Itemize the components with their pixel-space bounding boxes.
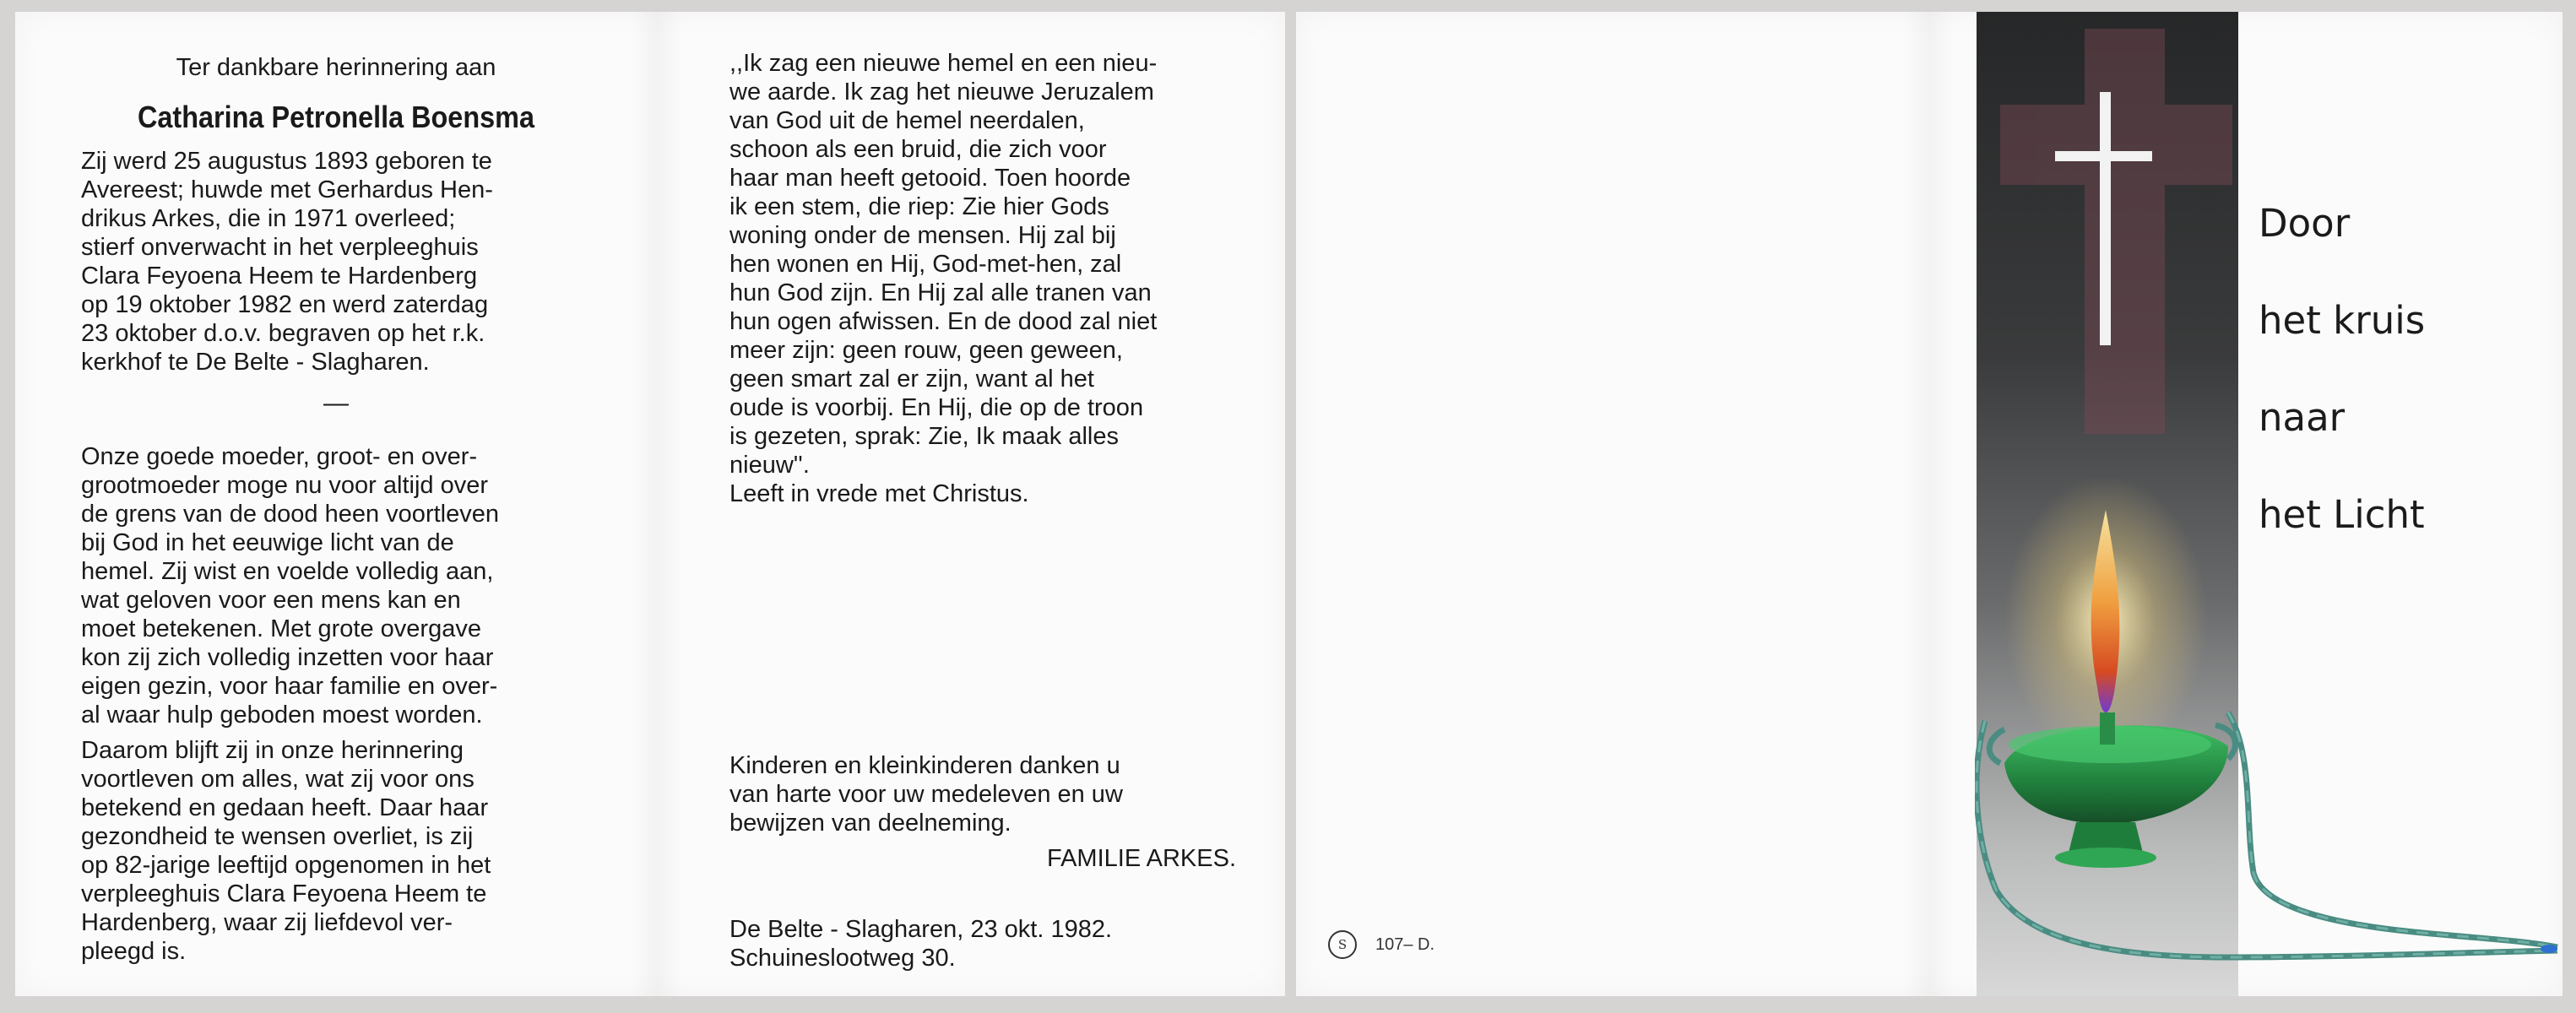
acknowledgement-block xyxy=(729,751,1236,873)
scripture-quote xyxy=(729,49,1236,479)
text-line: Clara Feyoena Heem te Hardenberg xyxy=(81,263,478,290)
printer-logo-icon: S xyxy=(1328,930,1357,959)
scripture-panel xyxy=(729,49,1236,508)
text-line: Daarom blijft zij in onze herinnering xyxy=(81,737,464,764)
text-line: woning onder de mensen. Hij zal bij xyxy=(729,222,1116,249)
printer-code: 107– D. xyxy=(1375,934,1435,954)
motto-line: Door xyxy=(2259,201,2351,246)
text-line: Onze goede moeder, groot- en over- xyxy=(81,443,478,470)
text-line: van harte voor uw medeleven en uw xyxy=(729,781,1123,808)
deceased-name: Catharina Petronella Boensma xyxy=(138,100,534,134)
text-line: wat geloven voor een mens kan en xyxy=(81,587,461,614)
thanks-paragraph xyxy=(729,751,1236,837)
text-line: op 19 oktober 1982 en werd zaterdag xyxy=(81,291,489,318)
text-line: meer zijn: geen rouw, geen geween, xyxy=(729,337,1123,364)
text-line: de grens van de dood heen voortleven xyxy=(81,501,499,528)
fold-crease xyxy=(632,12,682,996)
tribute-paragraph xyxy=(81,442,591,729)
text-line: 23 oktober d.o.v. begraven op het r.k. xyxy=(81,320,485,347)
text-line: eigen gezin, voor haar familie en over- xyxy=(81,673,498,700)
text-line: Zij werd 25 augustus 1893 geboren te xyxy=(81,148,492,175)
memory-paragraph xyxy=(81,736,591,966)
text-line: verpleeghuis Clara Feyoena Heem te xyxy=(81,880,487,907)
card-inner-sheet xyxy=(15,12,1285,996)
section-divider: — xyxy=(323,389,349,417)
text-line: we aarde. Ik zag het nieuwe Jeruzalem xyxy=(729,79,1154,106)
text-line: nieuw''. xyxy=(729,452,810,479)
text-line: ik een stem, die riep: Zie hier Gods xyxy=(729,193,1109,220)
text-line: drikus Arkes, die in 1971 overleed; xyxy=(81,205,456,232)
biography-paragraph xyxy=(81,147,591,376)
text-line: hen wonen en Hij, God-met-hen, zal xyxy=(729,251,1122,278)
text-line: Kinderen en kleinkinderen danken u xyxy=(729,752,1120,779)
place-date: De Belte - Slagharen, 23 okt. 1982. xyxy=(729,916,1113,943)
intro-text: Ter dankbare herinnering aan xyxy=(176,54,496,81)
text-line: stierf onverwacht in het verpleeghuis xyxy=(81,234,479,261)
text-line: kon zij zich volledig inzetten voor haar xyxy=(81,644,494,671)
text-line: gezondheid te wensen overliet, is zij xyxy=(81,823,474,850)
text-line: Avereest; huwde met Gerhardus Hen- xyxy=(81,176,493,203)
text-line: pleegd is. xyxy=(81,938,187,965)
place-date-block xyxy=(729,915,1236,972)
text-line: van God uit de hemel neerdalen, xyxy=(729,107,1085,134)
text-line: betekend en gedaan heeft. Daar haar xyxy=(81,794,489,821)
text-line: schoon als een bruid, die zich voor xyxy=(729,136,1107,163)
family-signature: FAMILIE ARKES. xyxy=(1046,845,1236,872)
motto xyxy=(2259,203,2425,591)
text-line: hemel. Zij wist en voelde volledig aan, xyxy=(81,558,494,585)
text-line: bewijzen van deelneming. xyxy=(729,810,1011,837)
printer-imprint xyxy=(1328,930,1434,959)
card-outer-sheet xyxy=(1296,12,2562,996)
text-line: oude is voorbij. En Hij, die op de troon xyxy=(729,394,1144,421)
fold-crease xyxy=(1904,12,1955,996)
text-line: kerkhof te De Belte - Slagharen. xyxy=(81,349,430,376)
motto-line: naar xyxy=(2259,395,2346,440)
text-line: al waar hulp geboden moest worden. xyxy=(81,702,483,729)
farewell-line: Leeft in vrede met Christus. xyxy=(729,480,1029,507)
text-line: haar man heeft getooid. Toen hoorde xyxy=(729,165,1131,192)
text-line: op 82-jarige leeftijd opgenomen in het xyxy=(81,852,491,879)
text-line: geen smart zal er zijn, want al het xyxy=(729,366,1094,393)
motto-line: het Licht xyxy=(2259,492,2425,537)
text-line: hun ogen afwissen. En de dood zal niet xyxy=(729,308,1158,335)
text-line: voortleven om alles, wat zij voor ons xyxy=(81,766,475,793)
text-line: hun God zijn. En Hij zal alle tranen van xyxy=(729,279,1152,306)
chain-end xyxy=(2541,945,2557,953)
text-line: is gezeten, sprak: Zie, Ik maak alles xyxy=(729,423,1119,450)
text-line: ,,Ik zag een nieuwe hemel en een nieu- xyxy=(729,50,1158,77)
text-line: bij God in het eeuwige licht van de xyxy=(81,529,454,556)
text-line: moet betekenen. Met grote overgave xyxy=(81,615,481,642)
address: Schuineslootweg 30. xyxy=(729,945,956,972)
motto-line: het kruis xyxy=(2259,298,2426,343)
text-line: Hardenberg, waar zij liefdevol ver- xyxy=(81,909,453,936)
text-line: grootmoeder moge nu voor altijd over xyxy=(81,472,488,499)
biography-panel xyxy=(81,37,591,966)
